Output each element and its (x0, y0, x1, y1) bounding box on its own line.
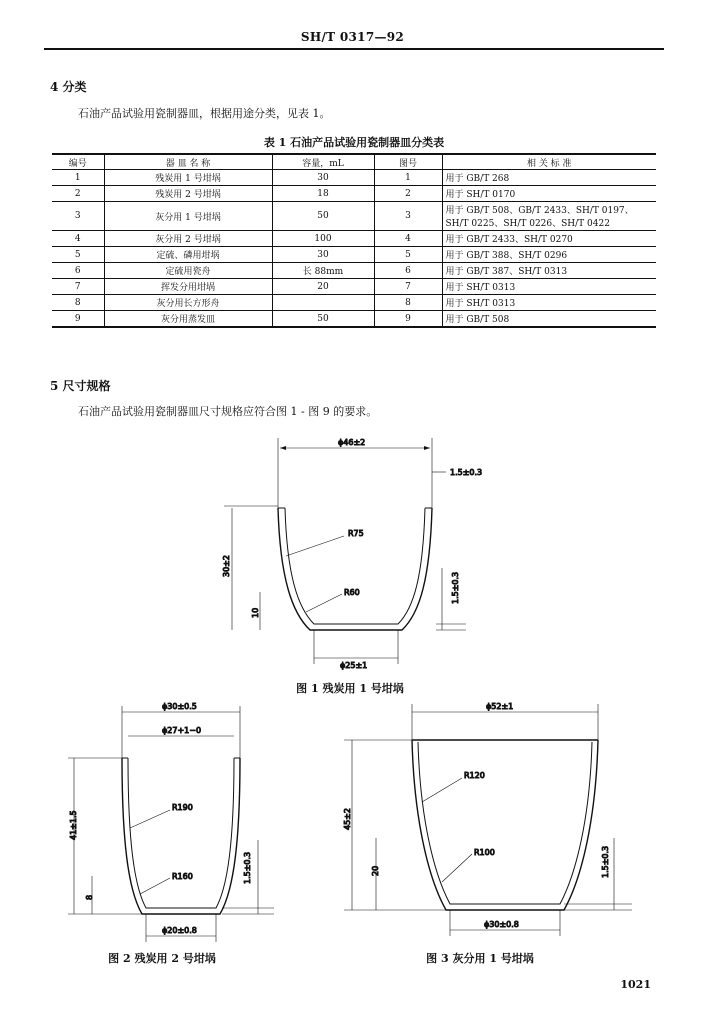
cell-standard: 用于 GB/T 508、GB/T 2433、SH/T 0197、SH/T 0225、SH/T 0226、SH/T 0422 (442, 202, 656, 231)
dim-base-thickness: 1.5±0.3 (243, 851, 252, 884)
cell-name: 灰分用长方形舟 (104, 295, 272, 311)
cell-name: 残炭用 2 号坩埚 (104, 186, 272, 202)
figure-3-drawing (336, 698, 636, 950)
cell-standard: 用于 SH/T 0170 (442, 186, 656, 202)
crucible-outer-wall (278, 508, 432, 630)
cell-figure: 7 (374, 279, 442, 295)
cell-capacity (272, 295, 374, 311)
dim-outer-diameter: ϕ30±0.5 (162, 702, 197, 711)
cell-number: 3 (52, 202, 104, 231)
cell-number: 9 (52, 311, 104, 328)
dim-base-height: 8 (85, 894, 94, 900)
cell-number: 7 (52, 279, 104, 295)
section-5-text: 石油产品试验用瓷制器皿尺寸规格应符合图 1 - 图 9 的要求。 (78, 405, 378, 418)
cell-standard: 用于 SH/T 0313 (442, 279, 656, 295)
radius-inner-label: R160 (172, 872, 193, 881)
col-header-figure: 图号 (374, 154, 442, 170)
cell-figure: 9 (374, 311, 442, 328)
cell-name: 定硫、磷用坩埚 (104, 247, 272, 263)
table-row (52, 279, 656, 295)
cell-capacity: 30 (272, 170, 374, 186)
table-row (52, 247, 656, 263)
cell-name: 残炭用 1 号坩埚 (104, 170, 272, 186)
dim-base-thickness: 1.5±0.3 (601, 845, 610, 878)
figure-1-caption: 图 1 残炭用 1 号坩埚 (296, 682, 404, 695)
figure-2-drawing (62, 700, 282, 950)
cell-standard: 用于 SH/T 0313 (442, 295, 656, 311)
cell-figure: 2 (374, 186, 442, 202)
col-header-number: 编号 (52, 154, 104, 170)
cell-number: 4 (52, 231, 104, 247)
dim-wall-thickness: 1.5±0.3 (450, 468, 483, 477)
cell-figure: 3 (374, 202, 442, 231)
leader-line (306, 594, 342, 612)
cell-capacity: 50 (272, 202, 374, 231)
cell-name: 挥发分用坩埚 (104, 279, 272, 295)
cell-standard: 用于 GB/T 2433、SH/T 0270 (442, 231, 656, 247)
header-rule (44, 48, 664, 50)
leader-line (286, 536, 344, 556)
col-header-standard: 相 关 标 准 (442, 154, 656, 170)
cell-figure: 5 (374, 247, 442, 263)
crucible-outer-wall (412, 740, 598, 910)
cell-capacity: 30 (272, 247, 374, 263)
table-row (52, 186, 656, 202)
cell-figure: 1 (374, 170, 442, 186)
cell-capacity: 18 (272, 186, 374, 202)
radius-outer-label: R190 (172, 803, 193, 812)
dim-top-diameter: ϕ52±1 (486, 702, 514, 711)
cell-name: 灰分用 1 号坩埚 (104, 202, 272, 231)
cell-number: 2 (52, 186, 104, 202)
cell-standard: 用于 GB/T 387、SH/T 0313 (442, 263, 656, 279)
table-row (52, 170, 656, 186)
leader-line (442, 854, 472, 882)
figure-1-drawing (210, 428, 500, 678)
table-row (52, 311, 656, 328)
cell-capacity: 20 (272, 279, 374, 295)
dim-height: 45±2 (343, 808, 352, 830)
cell-number: 1 (52, 170, 104, 186)
cell-standard: 用于 GB/T 508 (442, 311, 656, 328)
section-5-title: 5 尺寸规格 (50, 379, 111, 393)
radius-outer-label: R75 (348, 529, 364, 538)
cell-figure: 4 (374, 231, 442, 247)
radius-inner-label: R60 (344, 588, 360, 597)
col-header-name: 器 皿 名 称 (104, 154, 272, 170)
dim-height: 30±2 (222, 555, 231, 577)
page-number: 1021 (620, 978, 651, 991)
crucible-inner-wall (128, 758, 234, 908)
table-1-caption: 表 1 石油产品试验用瓷制器皿分类表 (263, 136, 445, 149)
cell-number: 5 (52, 247, 104, 263)
dim-inner-diameter: ϕ27+1−0 (162, 726, 202, 735)
cell-standard: 用于 GB/T 388、SH/T 0296 (442, 247, 656, 263)
table-row (52, 202, 656, 231)
dim-bottom-diameter: ϕ25±1 (340, 661, 368, 670)
cell-figure: 8 (374, 295, 442, 311)
cell-name: 灰分用蒸发皿 (104, 311, 272, 328)
cell-capacity: 100 (272, 231, 374, 247)
dim-bottom-diameter: ϕ20±0.8 (162, 926, 197, 935)
leader-line (130, 810, 170, 828)
section-4-title: 4 分类 (50, 80, 87, 94)
leader-line (140, 878, 170, 894)
cell-capacity: 长 88mm (272, 263, 374, 279)
section-4-text: 石油产品试验用瓷制器皿，根据用途分类，见表 1。 (78, 107, 331, 120)
cell-number: 6 (52, 263, 104, 279)
table-row (52, 231, 656, 247)
cell-number: 8 (52, 295, 104, 311)
cell-name: 灰分用 2 号坩埚 (104, 231, 272, 247)
figure-3-caption: 图 3 灰分用 1 号坩埚 (426, 952, 534, 965)
classification-table (52, 153, 656, 328)
table-row (52, 295, 656, 311)
radius-inner-label: R100 (474, 848, 495, 857)
cell-standard: 用于 GB/T 268 (442, 170, 656, 186)
dim-bottom-diameter: ϕ30±0.8 (484, 920, 519, 929)
cell-figure: 6 (374, 263, 442, 279)
leader-line (422, 778, 462, 802)
table-row (52, 263, 656, 279)
crucible-inner-wall (285, 508, 425, 624)
cell-capacity: 50 (272, 311, 374, 328)
table-header-row (52, 154, 656, 170)
col-header-capacity: 容量，mL (272, 154, 374, 170)
dim-base-height: 20 (371, 865, 380, 876)
radius-outer-label: R120 (464, 771, 485, 780)
dim-height: 41±1.5 (69, 810, 78, 840)
dim-top-diameter: ϕ46±2 (338, 438, 366, 447)
figure-2-caption: 图 2 残炭用 2 号坩埚 (108, 952, 216, 965)
standard-code-header: SH/T 0317—92 (300, 30, 405, 44)
cell-name: 定硫用瓷舟 (104, 263, 272, 279)
dim-base-height: 10 (251, 607, 260, 618)
dim-base-thickness: 1.5±0.3 (451, 571, 460, 604)
